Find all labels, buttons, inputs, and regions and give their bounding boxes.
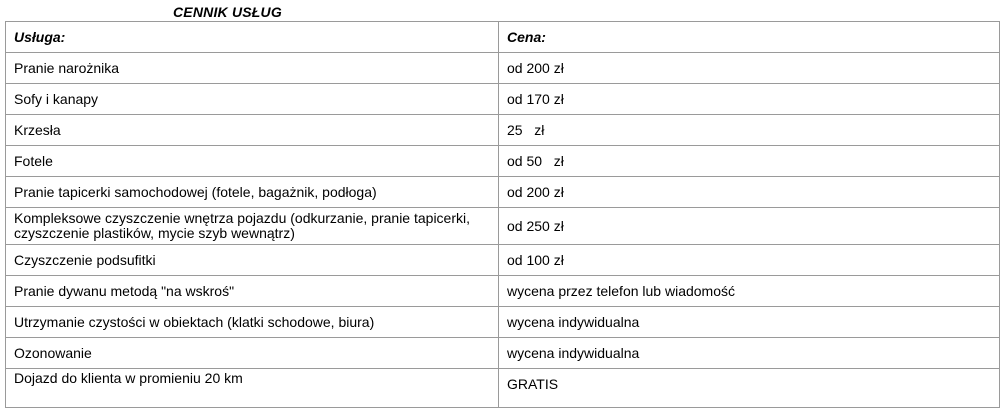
table-row — [6, 146, 1000, 177]
price-cell: wycena indywidualna — [499, 307, 1000, 338]
column-header-service: Usługa: — [6, 22, 499, 53]
table-row — [6, 369, 1000, 408]
column-header-price: Cena: — [499, 22, 1000, 53]
table-row — [6, 208, 1000, 245]
table-row — [6, 276, 1000, 307]
price-cell: od 100 zł — [499, 245, 1000, 276]
service-cell: Ozonowanie — [6, 338, 499, 369]
service-cell: Pranie tapicerki samochodowej (fotele, bagażnik, podłoga) — [6, 177, 499, 208]
service-cell: Dojazd do klienta w promieniu 20 km — [6, 369, 499, 408]
price-cell: od 200 zł — [499, 177, 1000, 208]
service-cell: Sofy i kanapy — [6, 84, 499, 115]
service-cell: Krzesła — [6, 115, 499, 146]
price-cell: od 200 zł — [499, 53, 1000, 84]
service-cell: Kompleksowe czyszczenie wnętrza pojazdu (odkurzanie, pranie tapicerki, czyszczenie plastików, mycie szyb wewnątrz) — [6, 208, 499, 245]
table-row — [6, 53, 1000, 84]
price-cell: wycena przez telefon lub wiadomość — [499, 276, 1000, 307]
service-cell: Utrzymanie czystości w obiektach (klatki schodowe, biura) — [6, 307, 499, 338]
table-row — [6, 338, 1000, 369]
price-cell: od 170 zł — [499, 84, 1000, 115]
service-cell: Pranie narożnika — [6, 53, 499, 84]
table-row — [6, 115, 1000, 146]
table-header-row — [6, 22, 1000, 53]
service-cell: Pranie dywanu metodą "na wskroś" — [6, 276, 499, 307]
price-cell: GRATIS — [499, 369, 1000, 408]
table-row — [6, 307, 1000, 338]
price-list-table — [5, 21, 1000, 408]
price-cell: od 250 zł — [499, 208, 1000, 245]
price-cell: 25 zł — [499, 115, 1000, 146]
price-cell: od 50 zł — [499, 146, 1000, 177]
price-cell: wycena indywidualna — [499, 338, 1000, 369]
page-title: CENNIK USŁUG — [173, 4, 282, 20]
table-row — [6, 245, 1000, 276]
service-cell: Fotele — [6, 146, 499, 177]
table-row — [6, 177, 1000, 208]
service-cell: Czyszczenie podsufitki — [6, 245, 499, 276]
table-row — [6, 84, 1000, 115]
